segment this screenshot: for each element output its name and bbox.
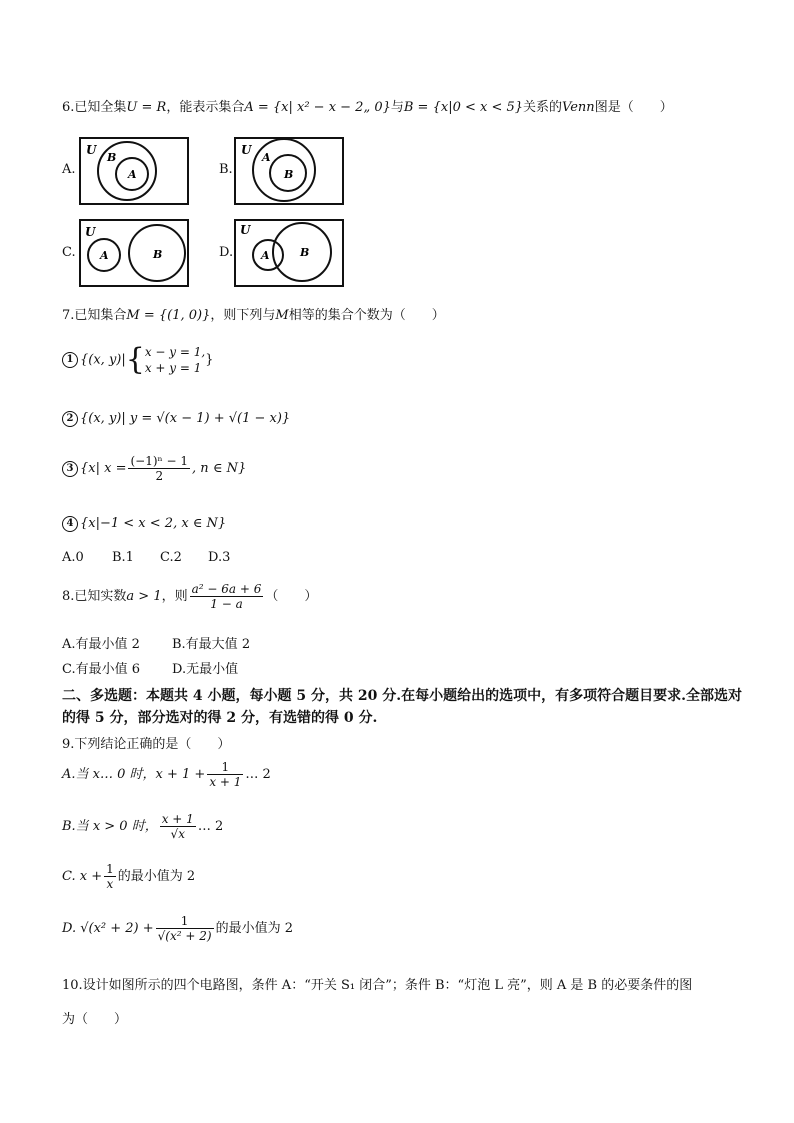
q6-option-b-label: B. bbox=[219, 162, 233, 177]
q7-choice-c[interactable]: C.2 bbox=[160, 550, 182, 565]
q7-choice-b[interactable]: B.1 bbox=[112, 550, 134, 565]
section-2-heading: 二、多选题：本题共 4 小题，每小题 5 分，共 20 分.在每小题给出的选项中，有多项符合题目要求.全部选对的得 5 分，部分选对的得 2 分，有选错的得 0 分. bbox=[62, 688, 742, 726]
venn-d-b: B bbox=[300, 246, 310, 259]
q8-choice-c[interactable]: C.有最小值 6 bbox=[62, 662, 141, 677]
q7-choice-d[interactable]: D.3 bbox=[208, 550, 231, 565]
venn-d-u: U bbox=[240, 223, 251, 237]
q9-option-d[interactable]: D. √(x² + 2) + $\frac{1}{\text{√(x² + 2)}}$ 的最小值为 2 bbox=[62, 914, 293, 943]
q10-stem-line1: 10.设计如图所示的四个电路图，条件 A：“开关 S₁ 闭合”；条件 B：“灯泡 L 亮”，则 A 是 B 的必要条件的图 bbox=[62, 978, 693, 993]
q8-choice-b[interactable]: B.有最大值 2 bbox=[172, 637, 251, 652]
venn-b-b: B bbox=[284, 168, 294, 181]
q8-choice-d[interactable]: D.无最小值 bbox=[172, 662, 239, 677]
circled-number-1: 1 bbox=[62, 352, 78, 368]
q7-choice-a[interactable]: A.0 bbox=[62, 550, 84, 565]
venn-c-b: B bbox=[153, 248, 163, 261]
circled-number-2: 2 bbox=[62, 411, 78, 427]
q7-item-3: 3 {x| x = $\frac{\text{(−1)ⁿ − 1}}{2}$ , n ∈ N} bbox=[62, 454, 246, 483]
q7-item-1: 1 {(x, y)|{ x − y = 1, x + y = 1 } bbox=[62, 344, 214, 376]
q6-option-a-venn[interactable] bbox=[79, 137, 189, 205]
q6-option-d-label: D. bbox=[219, 245, 234, 260]
q8-choices-row1 bbox=[62, 636, 250, 654]
circled-number-3: 3 bbox=[62, 461, 78, 477]
q8-stem: 8.已知实数a > 1，则 $\frac{\text{a² − 6a + 6}}{1 - a}$ （ ） bbox=[62, 582, 318, 611]
q8-choice-a[interactable]: A.有最小值 2 bbox=[62, 637, 140, 652]
q6-stem: 6.已知全集U = R，能表示集合A = {x| x² − x − 2„ 0}与B = {x|0 < x < 5}关系的Venn图是（ ） bbox=[62, 100, 673, 115]
circled-number-4: 4 bbox=[62, 516, 78, 532]
venn-a-b: B bbox=[107, 151, 117, 164]
q7-item-4: 4 {x|−1 < x < 2, x ∈ N} bbox=[62, 515, 226, 533]
venn-a-a: A bbox=[128, 168, 137, 181]
q6-option-c-venn[interactable] bbox=[79, 219, 189, 287]
venn-b-a: A bbox=[262, 151, 271, 164]
venn-c-u: U bbox=[85, 225, 96, 239]
venn-c-a: A bbox=[100, 249, 109, 262]
q6-option-b-venn[interactable] bbox=[234, 137, 344, 205]
q6-option-a-label: A. bbox=[62, 162, 76, 177]
venn-a-u: U bbox=[86, 143, 97, 157]
q6-option-c-label: C. bbox=[62, 245, 76, 260]
venn-b-u: U bbox=[241, 143, 252, 157]
q9-option-c[interactable]: C. x + $\frac{1}{x}$ 的最小值为 2 bbox=[62, 862, 196, 891]
q7-stem: 7.已知集合M = {(1, 0)}，则下列与M相等的集合个数为（ ） bbox=[62, 308, 445, 323]
q9-option-b[interactable]: B.当 x > 0 时， $\frac{x + 1}{√x}$ … 2 bbox=[62, 812, 224, 841]
q8-choices-row2 bbox=[62, 661, 238, 679]
venn-d-a: A bbox=[261, 249, 270, 262]
q9-stem: 9.下列结论正确的是（ ） bbox=[62, 737, 231, 752]
q6-option-d-venn[interactable] bbox=[234, 219, 344, 287]
q9-option-a[interactable]: A.当 x… 0 时，x + 1 + $\frac{1}{x + 1}$ … 2 bbox=[62, 760, 271, 789]
q10-stem-line2: 为（ ） bbox=[62, 1012, 128, 1027]
q7-choices bbox=[62, 549, 230, 567]
q7-item-2: 2 {(x, y)| y = √(x − 1) + √(1 − x)} bbox=[62, 410, 290, 428]
